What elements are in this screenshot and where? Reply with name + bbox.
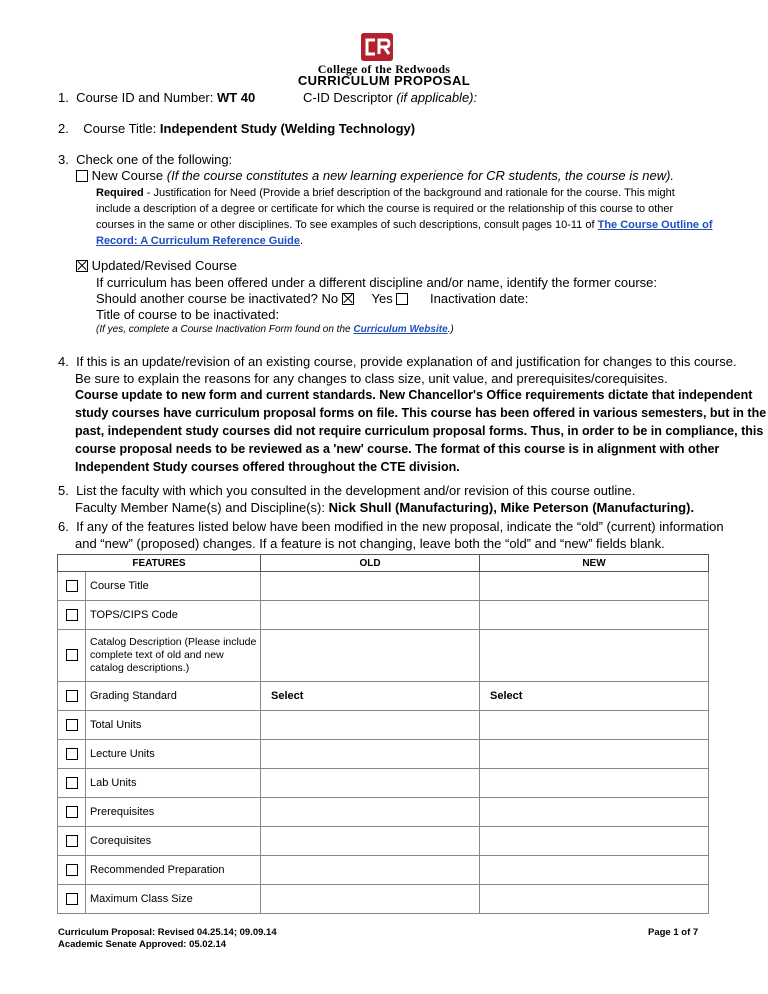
item-number: 5. xyxy=(58,483,69,498)
note-text: (If yes, complete a Course Inactivation Form found on the xyxy=(96,324,354,335)
feature-checkbox[interactable] xyxy=(66,806,78,818)
feature-label: Lab Units xyxy=(86,769,261,798)
question-line: and “new” (proposed) changes. If a feature is not changing, leave both the “old” and “new” fields blank. xyxy=(75,536,665,551)
course-title-label: Course Title: xyxy=(83,121,160,136)
updated-course-row xyxy=(76,258,237,273)
old-value[interactable] xyxy=(261,827,480,856)
justification-line: include a description of a degree or certificate for which the course is required or the relationship of this course to other xyxy=(96,203,674,215)
new-value[interactable] xyxy=(480,827,709,856)
old-value[interactable] xyxy=(261,711,480,740)
item-number: 3. xyxy=(58,152,69,167)
check-one-label: Check one of the following: xyxy=(76,152,233,167)
feature-checkbox[interactable] xyxy=(66,864,78,876)
feature-checkbox[interactable] xyxy=(66,893,78,905)
inactivation-date-label: Inactivation date: xyxy=(430,291,529,306)
check-one-row xyxy=(58,152,232,167)
faculty-label: Faculty Member Name(s) and Discipline(s): xyxy=(75,500,329,515)
course-id-value[interactable]: WT 40 xyxy=(216,90,256,105)
period: . xyxy=(299,235,304,247)
new-value[interactable] xyxy=(480,711,709,740)
inactivate-yes-checkbox[interactable] xyxy=(396,293,408,305)
justification-text xyxy=(96,185,736,249)
table-row xyxy=(58,682,709,711)
answer-line: Course update to new form and current standards. New Chancellor's Office requirements dictate that independent xyxy=(75,388,753,402)
table-row xyxy=(58,769,709,798)
feature-label: Lecture Units xyxy=(86,740,261,769)
old-value[interactable] xyxy=(261,885,480,914)
question-line: If any of the features listed below have been modified in the new proposal, indicate the “old” (current) information xyxy=(76,519,724,534)
course-outline-link[interactable]: The Course Outline of xyxy=(597,219,713,231)
proposal-heading: CURRICULUM PROPOSAL xyxy=(297,73,471,88)
feature-checkbox[interactable] xyxy=(66,690,78,702)
table-row xyxy=(58,827,709,856)
new-grading-select[interactable]: Select xyxy=(480,682,709,711)
new-value[interactable] xyxy=(480,885,709,914)
table-row xyxy=(58,798,709,827)
cid-descriptor-row xyxy=(303,90,477,105)
question-line: List the faculty with which you consulted in the development and/or revision of this course outline. xyxy=(76,483,636,498)
inactivation-note xyxy=(96,324,454,335)
feature-label: Total Units xyxy=(86,711,261,740)
answer-line: Independent Study courses offered throughout the CTE division. xyxy=(75,460,460,474)
feature-checkbox[interactable] xyxy=(66,649,78,661)
course-id-label: Course ID and Number: xyxy=(76,90,217,105)
new-value[interactable] xyxy=(480,769,709,798)
table-row xyxy=(58,740,709,769)
table-row xyxy=(58,885,709,914)
faculty-value[interactable]: Nick Shull (Manufacturing), Mike Peterson (Manufacturing). xyxy=(328,500,695,515)
question-line: Be sure to explain the reasons for any changes to class size, unit value, and prerequisites/corequisites. xyxy=(75,371,668,386)
course-title-row xyxy=(58,121,415,136)
item-number: 6. xyxy=(58,519,69,534)
college-logo xyxy=(361,33,393,61)
inactivate-no-checkbox[interactable] xyxy=(342,293,354,305)
feature-checkbox[interactable] xyxy=(66,719,78,731)
inactivate-question: Should another course be inactivated? No xyxy=(96,291,342,306)
item6-question xyxy=(58,518,724,552)
table-row xyxy=(58,711,709,740)
old-value[interactable] xyxy=(261,856,480,885)
feature-label: Recommended Preparation xyxy=(86,856,261,885)
item-number: 2. xyxy=(58,121,69,136)
new-course-checkbox[interactable] xyxy=(76,170,88,182)
old-grading-select[interactable]: Select xyxy=(261,682,480,711)
header-new: NEW xyxy=(480,555,709,572)
old-value[interactable] xyxy=(261,798,480,827)
new-course-label: New Course xyxy=(91,168,167,183)
required-label: Required xyxy=(96,187,144,199)
item-number: 1. xyxy=(58,90,69,105)
new-value[interactable] xyxy=(480,630,709,682)
new-value[interactable] xyxy=(480,740,709,769)
course-title-value[interactable]: Independent Study (Welding Technology) xyxy=(159,121,416,136)
feature-label: Prerequisites xyxy=(86,798,261,827)
page-number: Page 1 of 7 xyxy=(648,927,699,938)
table-row xyxy=(58,572,709,601)
new-value[interactable] xyxy=(480,572,709,601)
new-value[interactable] xyxy=(480,798,709,827)
updated-course-checkbox[interactable] xyxy=(76,260,88,272)
old-value[interactable] xyxy=(261,740,480,769)
item-number: 4. xyxy=(58,354,69,369)
curriculum-website-link[interactable]: Curriculum Website xyxy=(353,324,448,335)
inactivated-title-label: Title of course to be inactivated: xyxy=(96,307,280,322)
old-value[interactable] xyxy=(261,572,480,601)
feature-label: Corequisites xyxy=(86,827,261,856)
answer-line: past, independent study courses did not require curriculum proposal forms. Thus, in order to be in compliance, this xyxy=(75,424,764,438)
header-features: FEATURES xyxy=(58,555,261,572)
feature-checkbox[interactable] xyxy=(66,777,78,789)
senate-approved-date: Academic Senate Approved: 05.02.14 xyxy=(58,939,227,950)
old-value[interactable] xyxy=(261,630,480,682)
answer-line: course proposal needs to be reviewed as a 'new' course. The format of this course is in alignment with other xyxy=(75,442,720,456)
item5-faculty xyxy=(58,482,694,516)
college-name: College of the Redwoods xyxy=(317,62,451,76)
cid-label: C-ID Descriptor xyxy=(303,90,397,105)
course-id-row xyxy=(58,90,255,105)
updated-course-label: Updated/Revised Course xyxy=(91,258,237,273)
justification-line: - Justification for Need (Provide a brief description of the background and rationale for the course. This might xyxy=(143,187,675,199)
justification-line: courses in the same or other disciplines. To see examples of such descriptions, consult pages 10-11 of xyxy=(96,219,598,231)
table-row xyxy=(58,601,709,630)
features-table xyxy=(57,554,709,914)
footer-revision xyxy=(58,927,277,951)
inactivate-row xyxy=(96,291,528,306)
feature-checkbox[interactable] xyxy=(66,835,78,847)
table-header-row xyxy=(58,555,709,572)
feature-checkbox[interactable] xyxy=(66,748,78,760)
new-course-note: (If the course constitutes a new learning experience for CR students, the course is new). xyxy=(166,168,675,183)
answer-line: study courses have curriculum proposal forms on file. This course has been offered in various semesters, but in the xyxy=(75,406,767,420)
feature-label: Grading Standard xyxy=(86,682,261,711)
revision-justification-answer[interactable] xyxy=(75,386,766,476)
old-value[interactable] xyxy=(261,769,480,798)
feature-checkbox[interactable] xyxy=(66,609,78,621)
revised-date: Curriculum Proposal: Revised 04.25.14; 09.09.14 xyxy=(58,927,277,938)
table-row xyxy=(58,630,709,682)
former-course-line: If curriculum has been offered under a different discipline and/or name, identify the former course: xyxy=(96,275,657,290)
feature-label: Course Title xyxy=(86,572,261,601)
new-course-row xyxy=(76,168,674,183)
inactivate-yes-label: Yes xyxy=(371,291,397,306)
question-line: If this is an update/revision of an existing course, provide explanation of and justification for changes to this course. xyxy=(76,354,737,369)
cid-note: (if applicable): xyxy=(396,90,478,105)
new-value[interactable] xyxy=(480,856,709,885)
new-value[interactable] xyxy=(480,601,709,630)
feature-checkbox[interactable] xyxy=(66,580,78,592)
old-value[interactable] xyxy=(261,601,480,630)
header-old: OLD xyxy=(261,555,480,572)
curriculum-guide-link[interactable]: Record: A Curriculum Reference Guide xyxy=(96,235,300,247)
note-text: .) xyxy=(447,324,454,335)
feature-label: TOPS/CIPS Code xyxy=(86,601,261,630)
table-row xyxy=(58,856,709,885)
feature-label: Maximum Class Size xyxy=(86,885,261,914)
item4-question xyxy=(58,353,737,387)
feature-label: Catalog Description (Please include complete text of old and new catalog descriptions.) xyxy=(86,630,261,682)
